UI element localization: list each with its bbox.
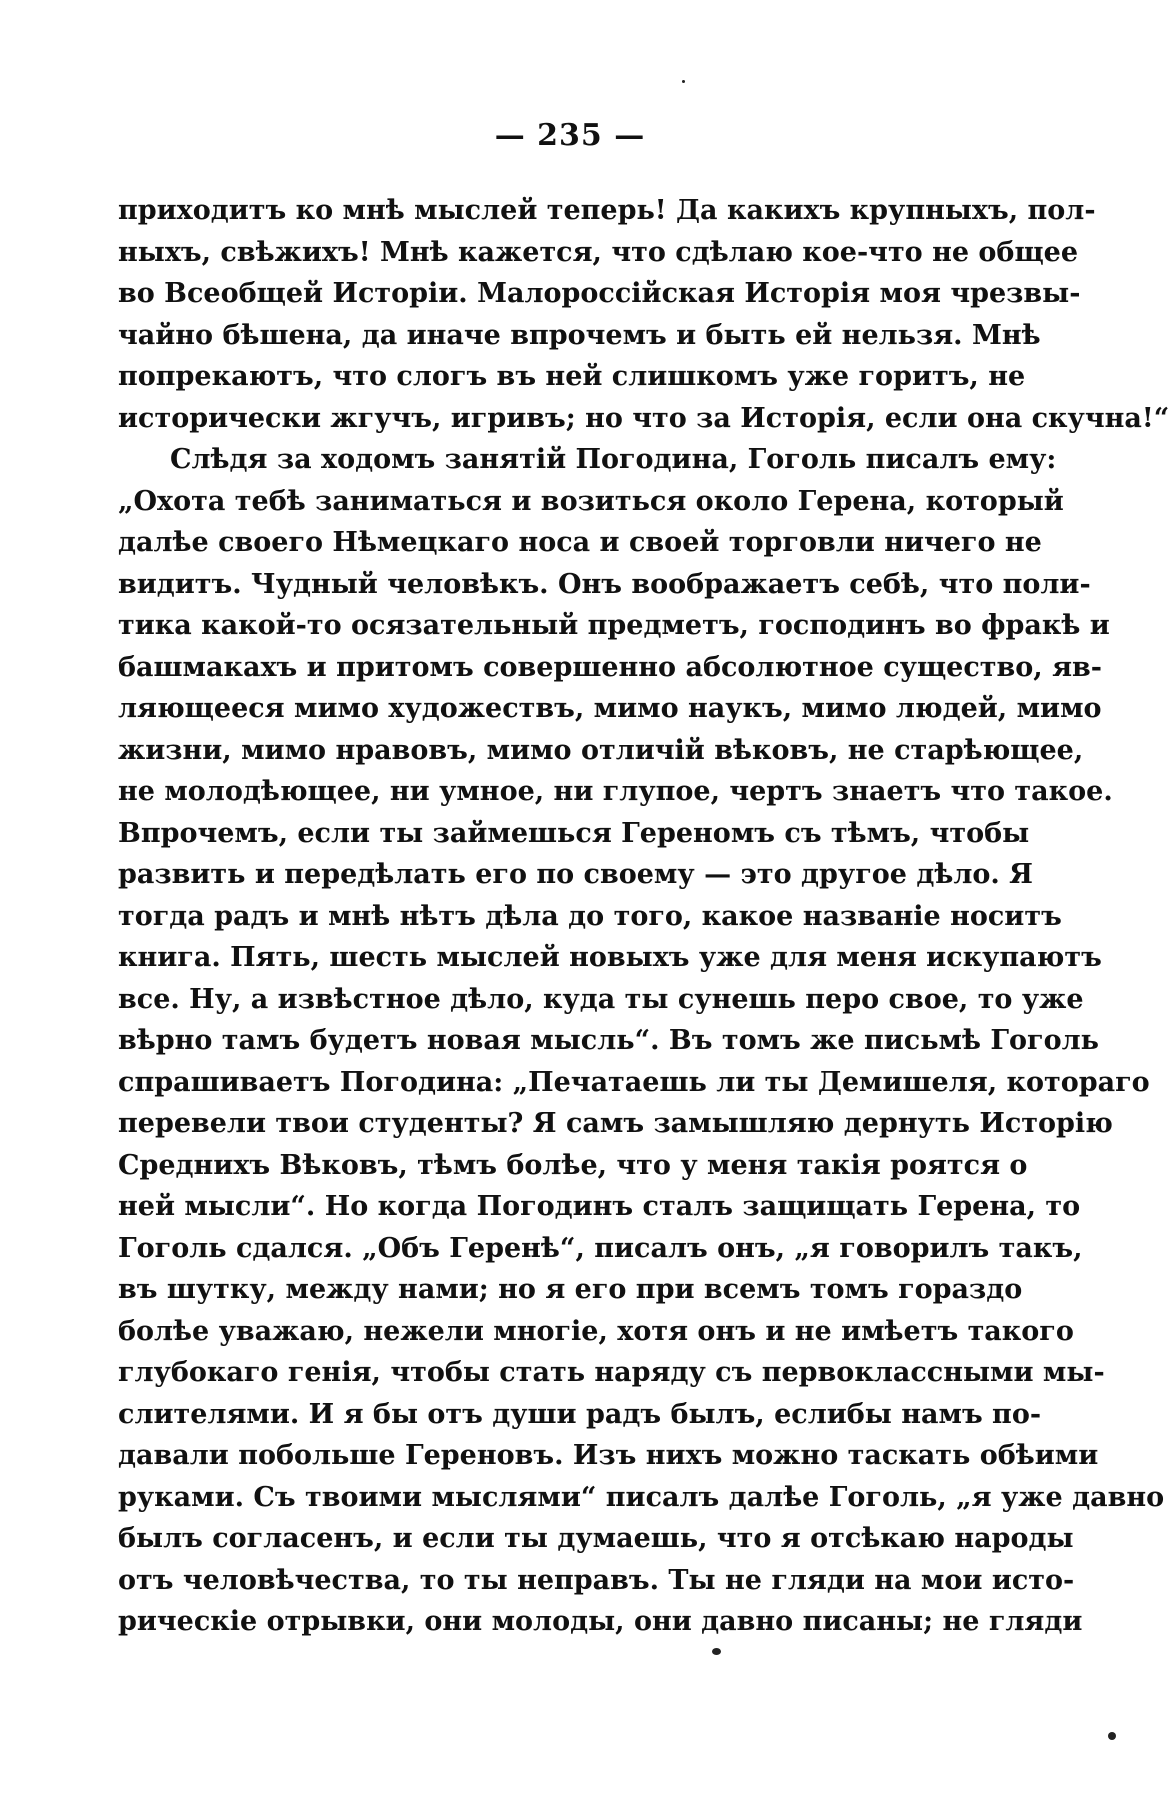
text-line: рическіе отрывки, они молоды, они давно писаны; не гляди (118, 1606, 1083, 1637)
ink-speck (1108, 1732, 1116, 1740)
text-line: ней мысли“. Но когда Погодинъ сталъ защищать Герена, то (118, 1191, 1081, 1222)
ink-speck (682, 80, 685, 83)
text-line: чайно бѣшена, да иначе впрочемъ и быть ей нельзя. Мнѣ (118, 319, 1041, 351)
text-line: тогда радъ и мнѣ нѣтъ дѣла до того, какое названіе носитъ (118, 900, 1062, 932)
text-line: вѣрно тамъ будетъ новая мысль“. Въ томъ же письмѣ Гоголь (118, 1025, 1099, 1056)
text-line: видитъ. Чудный человѣкъ. Онъ воображаетъ себѣ, что поли- (118, 568, 1091, 600)
text-line: во Всеобщей Исторіи. Малороссійская Исторія моя чрезвы- (118, 278, 1081, 309)
text-line: былъ согласенъ, и если ты думаешь, что я отсѣкаю народы (118, 1523, 1074, 1554)
text-line-paragraph-start: Слѣдя за ходомъ занятій Погодина, Гоголь писалъ ему: (170, 444, 1057, 475)
text-line: „Охота тебѣ заниматься и возиться около Герена, который (118, 485, 1064, 517)
text-line: руками. Съ твоими мыслями“ писалъ далѣе Гоголь, „я уже давно (118, 1481, 1165, 1513)
text-line: далѣе своего Нѣмецкаго носа и своей торговли ничего не (118, 527, 1042, 558)
text-line: ляющееся мимо художествъ, мимо наукъ, мимо людей, мимо (118, 693, 1102, 724)
text-line: Гоголь сдался. „Объ Геренѣ“, писалъ онъ, „я говорилъ такъ, (118, 1232, 1083, 1264)
text-line: тика какой-то осязательный предметъ, господинъ во фракѣ и (118, 610, 1110, 641)
page-number: — 235 — (494, 118, 646, 153)
text-line: попрекаютъ, что слогъ въ ней слишкомъ уже горитъ, не (118, 361, 1026, 392)
text-line: книга. Пять, шесть мыслей новыхъ уже для меня искупаютъ (118, 942, 1102, 973)
text-line: жизни, мимо нравовъ, мимо отличій вѣковъ, не старѣющее, (118, 734, 1084, 766)
text-line: не молодѣющее, ни умное, ни глупое, чертъ знаетъ что такое. (118, 776, 1113, 807)
ink-speck (712, 1648, 721, 1655)
text-line: башмакахъ и притомъ совершенно абсолютное существо, яв- (118, 651, 1102, 683)
text-line: Среднихъ Вѣковъ, тѣмъ болѣе, что у меня такія роятся о (118, 1149, 1028, 1181)
text-line: спрашиваетъ Погодина: „Печатаешь ли ты Демишеля, котораго (118, 1066, 1150, 1098)
text-line: перевели твои студенты? Я самъ замышляю дернуть Исторію (118, 1108, 1113, 1139)
body-text (118, 190, 1169, 1643)
text-line: Впрочемъ, если ты займешься Гереномъ съ тѣмъ, чтобы (118, 817, 1030, 849)
text-line: исторически жгучъ, игривъ; но что за Исторія, если она скучна!“ (118, 402, 1169, 434)
text-line: отъ человѣчества, то ты неправъ. Ты не гляди на мои исто- (118, 1564, 1075, 1596)
text-line: давали побольше Гереновъ. Изъ нихъ можно таскать обѣими (118, 1440, 1099, 1471)
text-line: все. Ну, а извѣстное дѣло, куда ты сунешь перо свое, то уже (118, 983, 1084, 1015)
text-line: ныхъ, свѣжихъ! Мнѣ кажется, что сдѣлаю кое-что не общее (118, 236, 1079, 268)
text-line: приходитъ ко мнѣ мыслей теперь! Да какихъ крупныхъ, пол- (118, 195, 1096, 226)
text-line: глубокаго генія, чтобы стать наряду съ первоклассными мы- (118, 1357, 1105, 1388)
text-line: въ шутку, между нами; но я его при всемъ томъ гораздо (118, 1274, 1023, 1305)
text-line: слителями. И я бы отъ души радъ былъ, еслибы намъ по- (118, 1398, 1042, 1430)
text-line: развить и передѣлать его по своему — это другое дѣло. Я (118, 859, 1033, 890)
text-line: болѣе уважаю, нежели многіе, хотя онъ и не имѣетъ такого (118, 1315, 1074, 1347)
